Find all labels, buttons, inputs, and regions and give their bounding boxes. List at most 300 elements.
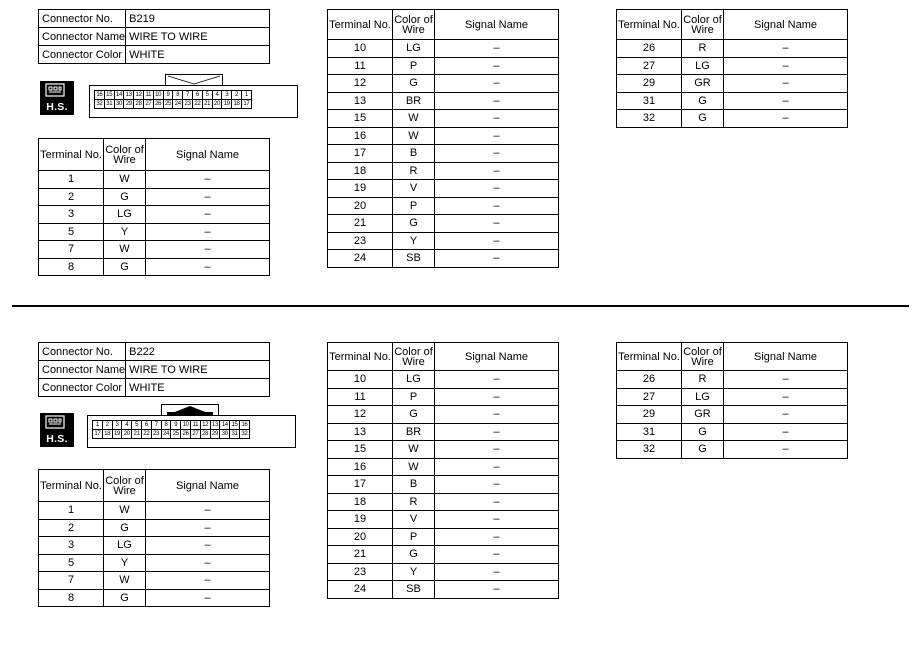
pin-cell: 6 (192, 91, 202, 100)
pin-cell: 30 (115, 101, 123, 107)
terminal-header (39, 139, 270, 171)
wire-color: G (104, 258, 146, 276)
signal-name: – (146, 502, 270, 520)
pin-cell: 26 (155, 101, 162, 107)
info-value: WHITE (126, 379, 270, 397)
info-row (39, 10, 270, 28)
terminal-table-c (616, 342, 848, 459)
pin-cell: 13 (125, 92, 132, 98)
terminal-table-c (616, 9, 848, 128)
pin-cell: 16 (241, 422, 248, 428)
table-row (328, 197, 559, 215)
header-signal: Signal Name (435, 343, 559, 371)
header-terminal: Terminal No. (617, 343, 682, 371)
header-terminal: Terminal No. (39, 139, 104, 171)
pin-cell: 11 (190, 421, 200, 430)
pin-cell: 18 (104, 431, 111, 437)
signal-name: – (435, 232, 559, 250)
signal-name: – (146, 554, 270, 572)
terminal-rows (328, 40, 559, 268)
harness-side-badge (40, 81, 74, 115)
header-color-line2: Wire (691, 23, 714, 36)
terminal-number: 26 (617, 40, 682, 58)
signal-name: – (724, 110, 848, 128)
section-divider (12, 305, 909, 307)
signal-name: – (435, 40, 559, 58)
table-row (328, 250, 559, 268)
wire-color: SB (393, 581, 435, 599)
header-color-line2: Wire (402, 355, 425, 368)
pin-cell: 17 (243, 101, 250, 107)
signal-name: – (724, 75, 848, 93)
terminal-rows (617, 40, 848, 128)
wire-color: P (393, 388, 435, 406)
terminal-rows (328, 371, 559, 599)
signal-name: – (435, 215, 559, 233)
table-row (328, 162, 559, 180)
table-row (39, 188, 270, 206)
terminal-number: 16 (328, 127, 393, 145)
pin-cell: 14 (115, 92, 123, 98)
header-signal: Signal Name (146, 139, 270, 171)
table-row (328, 388, 559, 406)
pin-cell: 8 (173, 91, 183, 100)
connector-info-table (38, 9, 270, 64)
wire-color: P (393, 528, 435, 546)
wire-color: R (682, 371, 724, 389)
terminal-number: 21 (328, 215, 393, 233)
signal-name: – (435, 371, 559, 389)
wire-color: G (393, 546, 435, 564)
terminal-number: 29 (617, 406, 682, 424)
table-row (617, 110, 848, 128)
pin-cell: 20 (213, 101, 220, 107)
wire-color: Y (393, 563, 435, 581)
terminal-number: 26 (617, 371, 682, 389)
pin-cell: 23 (184, 101, 191, 107)
header-signal: Signal Name (146, 470, 270, 502)
header-signal: Signal Name (435, 10, 559, 40)
pin-cell: 9 (163, 91, 173, 100)
pin-row-top (95, 91, 252, 100)
terminal-rows (39, 502, 270, 607)
terminal-number: 11 (328, 57, 393, 75)
table-row (328, 441, 559, 459)
signal-name: – (435, 563, 559, 581)
table-row (328, 493, 559, 511)
table-row (328, 406, 559, 424)
signal-name: – (435, 145, 559, 163)
table-row (617, 406, 848, 424)
wire-color: G (682, 441, 724, 459)
wire-color: B (393, 476, 435, 494)
pin-cell: 31 (106, 101, 113, 107)
table-row (328, 127, 559, 145)
table-row (328, 215, 559, 233)
badge-label: H.S. (46, 433, 68, 445)
header-color-line2: Wire (691, 355, 714, 368)
signal-name: – (724, 388, 848, 406)
header-terminal: Terminal No. (328, 343, 393, 371)
pin-cell: 5 (202, 91, 212, 100)
wire-color: V (393, 511, 435, 529)
wire-color: P (393, 57, 435, 75)
wire-color: G (393, 75, 435, 93)
pin-cell: 13 (211, 422, 218, 428)
pin-cell: 22 (194, 101, 201, 107)
terminal-number: 21 (328, 546, 393, 564)
header-color-line2: Wire (402, 23, 425, 36)
pin-cell: 32 (96, 101, 103, 107)
wire-color: W (104, 171, 146, 189)
pin-cell: 30 (221, 431, 228, 437)
signal-name: – (435, 406, 559, 424)
info-key: Connector Color (39, 379, 126, 397)
signal-name: – (435, 581, 559, 599)
wire-color: Y (104, 554, 146, 572)
wire-color: R (393, 493, 435, 511)
terminal-table-a (38, 469, 270, 607)
table-row (328, 92, 559, 110)
signal-name: – (146, 537, 270, 555)
table-row (39, 537, 270, 555)
signal-name: – (435, 511, 559, 529)
pin-cell: 12 (202, 422, 209, 428)
wire-color: LG (104, 206, 146, 224)
pin-cell: 7 (151, 421, 161, 430)
table-row (617, 92, 848, 110)
signal-name: – (435, 162, 559, 180)
header-color-line1: Color of (105, 474, 144, 487)
table-row (328, 581, 559, 599)
signal-name: – (435, 180, 559, 198)
header-color (682, 10, 724, 40)
wire-color: BR (393, 423, 435, 441)
info-value: B219 (126, 10, 270, 28)
table-row (39, 572, 270, 590)
terminal-header (328, 343, 559, 371)
terminal-number: 1 (39, 171, 104, 189)
pin-cell: 17 (94, 431, 101, 437)
table-row (328, 180, 559, 198)
header-color-line1: Color of (394, 345, 433, 358)
terminal-number: 5 (39, 554, 104, 572)
pin-cell: 25 (172, 431, 179, 437)
pin-cell: 21 (204, 101, 211, 107)
pin-cell: 1 (93, 421, 103, 430)
header-color-line1: Color of (394, 13, 433, 26)
wire-color: BR (393, 92, 435, 110)
table-row (328, 528, 559, 546)
terminal-table-a (38, 138, 270, 276)
info-key: Connector No. (39, 343, 126, 361)
signal-name: – (435, 441, 559, 459)
info-value: WIRE TO WIRE (126, 361, 270, 379)
table-row (39, 171, 270, 189)
signal-name: – (146, 206, 270, 224)
terminal-number: 13 (328, 92, 393, 110)
wire-color: GR (682, 75, 724, 93)
wire-color: B (393, 145, 435, 163)
header-terminal: Terminal No. (617, 10, 682, 40)
terminal-number: 8 (39, 258, 104, 276)
pin-row-top (93, 421, 250, 430)
signal-name: – (146, 589, 270, 607)
terminal-number: 10 (328, 371, 393, 389)
connector-latch (165, 74, 223, 86)
header-color (682, 343, 724, 371)
pin-cell: 19 (223, 101, 230, 107)
wire-color: R (393, 162, 435, 180)
terminal-number: 3 (39, 537, 104, 555)
table-row (328, 546, 559, 564)
terminal-number: 2 (39, 188, 104, 206)
header-color (104, 139, 146, 171)
header-signal: Signal Name (724, 343, 848, 371)
info-key: Connector Name (39, 361, 126, 379)
signal-name: – (435, 57, 559, 75)
terminal-number: 15 (328, 110, 393, 128)
signal-name: – (146, 519, 270, 537)
wire-color: W (393, 110, 435, 128)
connector-latch (161, 404, 219, 416)
pin-cell: 10 (182, 422, 189, 428)
signal-name: – (435, 476, 559, 494)
header-color-line1: Color of (683, 345, 722, 358)
info-value: WIRE TO WIRE (126, 28, 270, 46)
wire-color: SB (393, 250, 435, 268)
wire-color: W (104, 572, 146, 590)
table-row (328, 40, 559, 58)
table-row (39, 223, 270, 241)
signal-name: – (435, 546, 559, 564)
signal-name: – (146, 223, 270, 241)
signal-name: – (435, 197, 559, 215)
wire-color: G (682, 423, 724, 441)
signal-name: – (435, 388, 559, 406)
wire-color: V (393, 180, 435, 198)
signal-name: – (435, 127, 559, 145)
terminal-number: 18 (328, 162, 393, 180)
terminal-number: 27 (617, 388, 682, 406)
terminal-header (617, 10, 848, 40)
terminal-number: 19 (328, 180, 393, 198)
terminal-number: 7 (39, 572, 104, 590)
pin-cell: 28 (202, 431, 209, 437)
pin-cell: 5 (132, 421, 142, 430)
pin-cell: 19 (113, 431, 121, 437)
terminal-number: 11 (328, 388, 393, 406)
info-row (39, 379, 270, 397)
signal-name: – (146, 188, 270, 206)
terminal-number: 23 (328, 232, 393, 250)
signal-name: – (146, 572, 270, 590)
table-row (328, 110, 559, 128)
signal-name: – (724, 423, 848, 441)
signal-name: – (435, 493, 559, 511)
terminal-number: 17 (328, 476, 393, 494)
pin-cell: 12 (135, 92, 142, 98)
terminal-number: 3 (39, 206, 104, 224)
terminal-number: 20 (328, 528, 393, 546)
pin-cell: 4 (212, 91, 222, 100)
table-row (328, 371, 559, 389)
terminal-header (617, 343, 848, 371)
table-row (617, 57, 848, 75)
info-row (39, 343, 270, 361)
table-row (328, 423, 559, 441)
terminal-number: 1 (39, 502, 104, 520)
header-color (393, 343, 435, 371)
terminal-number: 29 (617, 75, 682, 93)
terminal-table-b (327, 9, 559, 268)
wire-color: GR (682, 406, 724, 424)
pin-cell: 1 (241, 91, 251, 100)
pin-cell: 7 (183, 91, 193, 100)
terminal-number: 23 (328, 563, 393, 581)
pin-grid (94, 90, 252, 109)
pin-cell: 3 (222, 91, 232, 100)
info-key: Connector Name (39, 28, 126, 46)
pin-cell: 21 (133, 431, 140, 437)
wire-color: LG (104, 537, 146, 555)
table-row (39, 206, 270, 224)
info-key: Connector No. (39, 10, 126, 28)
header-terminal: Terminal No. (39, 470, 104, 502)
table-row (328, 458, 559, 476)
wire-color: LG (393, 371, 435, 389)
wire-color: W (393, 441, 435, 459)
terminal-number: 32 (617, 441, 682, 459)
info-row (39, 28, 270, 46)
connector-info-table (38, 342, 270, 397)
pin-cell: 20 (123, 431, 130, 437)
pin-cell: 32 (241, 431, 248, 437)
wire-color: G (393, 215, 435, 233)
terminal-number: 10 (328, 40, 393, 58)
header-terminal: Terminal No. (328, 10, 393, 40)
terminal-number: 20 (328, 197, 393, 215)
signal-name: – (146, 171, 270, 189)
pin-cell: 6 (141, 421, 151, 430)
terminal-number: 13 (328, 423, 393, 441)
info-row (39, 361, 270, 379)
signal-name: – (435, 110, 559, 128)
terminal-number: 19 (328, 511, 393, 529)
header-color (393, 10, 435, 40)
wire-color: LG (682, 57, 724, 75)
terminal-header (39, 470, 270, 502)
terminal-number: 12 (328, 75, 393, 93)
terminal-header (328, 10, 559, 40)
pin-cell: 22 (143, 431, 150, 437)
wire-color: G (104, 188, 146, 206)
terminal-number: 2 (39, 519, 104, 537)
wire-color: R (682, 40, 724, 58)
table-row (617, 40, 848, 58)
pin-cell: 9 (171, 421, 181, 430)
signal-name: – (724, 57, 848, 75)
signal-name: – (724, 441, 848, 459)
connector-glyph-icon (45, 415, 65, 429)
table-row (617, 423, 848, 441)
pin-cell: 16 (96, 92, 103, 98)
harness-side-badge (40, 413, 74, 447)
pin-cell: 31 (231, 431, 238, 437)
wire-color: W (104, 241, 146, 259)
header-color-line1: Color of (105, 143, 144, 156)
header-color-line1: Color of (683, 13, 722, 26)
wire-color: G (104, 589, 146, 607)
terminal-number: 31 (617, 92, 682, 110)
table-row (39, 241, 270, 259)
wire-color: W (393, 458, 435, 476)
pin-cell: 23 (153, 431, 160, 437)
pin-cell: 28 (135, 101, 142, 107)
pin-cell: 8 (161, 421, 171, 430)
pin-cell: 27 (192, 431, 199, 437)
pin-cell: 2 (102, 421, 112, 430)
wire-color: P (393, 197, 435, 215)
pin-cell: 11 (143, 91, 153, 100)
signal-name: – (435, 75, 559, 93)
terminal-number: 24 (328, 581, 393, 599)
pin-cell: 14 (221, 422, 228, 428)
wire-color: G (104, 519, 146, 537)
wire-color: LG (393, 40, 435, 58)
terminal-number: 31 (617, 423, 682, 441)
pin-cell: 15 (106, 92, 113, 98)
pin-row-bottom (93, 430, 250, 439)
wire-color: Y (104, 223, 146, 241)
pin-grid (92, 420, 250, 439)
terminal-number: 17 (328, 145, 393, 163)
table-row (328, 57, 559, 75)
terminal-number: 8 (39, 589, 104, 607)
signal-name: – (435, 458, 559, 476)
pin-cell: 29 (211, 431, 218, 437)
signal-name: – (146, 258, 270, 276)
pin-cell: 15 (231, 422, 238, 428)
pin-cell: 26 (182, 431, 189, 437)
terminal-number: 7 (39, 241, 104, 259)
signal-name: – (435, 92, 559, 110)
wire-color: Y (393, 232, 435, 250)
header-signal: Signal Name (724, 10, 848, 40)
terminal-number: 24 (328, 250, 393, 268)
signal-name: – (724, 406, 848, 424)
wire-color: G (682, 92, 724, 110)
pin-cell: 10 (155, 92, 162, 98)
terminal-number: 18 (328, 493, 393, 511)
wire-color: G (393, 406, 435, 424)
terminal-number: 27 (617, 57, 682, 75)
table-row (39, 589, 270, 607)
pin-cell: 25 (164, 101, 172, 107)
signal-name: – (146, 241, 270, 259)
table-row (328, 476, 559, 494)
signal-name: – (435, 250, 559, 268)
terminal-rows (617, 371, 848, 459)
table-row (328, 75, 559, 93)
pin-cell: 2 (232, 91, 242, 100)
terminal-number: 32 (617, 110, 682, 128)
table-row (617, 371, 848, 389)
wire-color: W (104, 502, 146, 520)
connector-face (89, 85, 298, 118)
wire-color: W (393, 127, 435, 145)
pin-cell: 24 (162, 431, 170, 437)
